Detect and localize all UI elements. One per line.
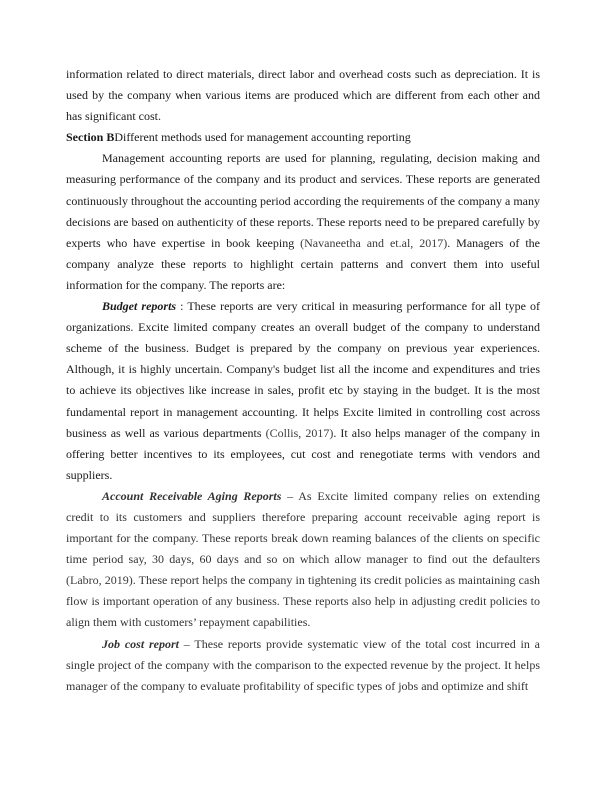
paragraph-receivable-aging-text-b: . These report helps the company in tightening its credit policies as maintaining cash flow is important operation of any business. These reports also help in adjusting credit policies to align them with customers’ repayment capabilities. <box>66 573 540 630</box>
paragraph-receivable-aging <box>66 486 540 634</box>
paragraph-budget-reports-text-b: . It also helps manager of the company in offering better incentives to its employees, cut cost and renegotiate terms with vendors and suppliers. <box>66 425 541 482</box>
receivable-aging-heading: Account Receivable Aging Reports <box>102 488 282 503</box>
section-label: Section B <box>66 130 115 145</box>
paragraph-management-reports <box>66 148 540 296</box>
paragraph-intro-text: information related to direct materials, direct labor and overhead costs such as depreciation. It is used by the company when various items are produced which are different from each other and has significant cost. <box>66 67 540 124</box>
section-title: Different methods used for management accounting reporting <box>114 130 411 145</box>
budget-reports-heading: Budget reports <box>102 299 177 314</box>
citation-navaneetha: (Navaneetha and et.al, 2017) <box>300 235 448 250</box>
paragraph-receivable-aging-text-a: – As Excite limited company relies on extending credit to its customers and suppliers therefore preparing account receivable aging report is important for the company. These reports break down reaming balances of the clients on specific time period say, 30 days, 60 days and so on which allow manager to find out the defaulters <box>66 488 540 567</box>
citation-labro: (Labro, 2019) <box>66 573 133 588</box>
paragraph-intro <box>66 64 540 127</box>
paragraph-budget-reports <box>66 296 540 486</box>
paragraph-budget-reports-text-a: : These reports are very critical in measuring performance for all type of organizations. Excite limited company creates an overall budget of the company to understand scheme of the business. Budget is prepared by the company on previous year experiences. Although, it is highly uncertain. Company's budget list all the income and expenditures and tries to achieve its objectives like increase in sales, profit etc by staying in the budget. It is the most fundamental report in management accounting. It helps Excite limited in controlling cost across business as well as various departments <box>66 299 540 440</box>
job-cost-heading: Job cost report <box>102 636 179 651</box>
paragraph-job-cost-text: – These reports provide systematic view of the total cost incurred in a single project of the company with the comparison to the expected revenue by the project. It helps manager of the company to evaluate profitability of specific types of jobs and optimize and shift <box>66 636 540 693</box>
document-page <box>66 64 540 697</box>
paragraph-job-cost <box>66 634 540 697</box>
citation-collis: (Collis, 2017) <box>265 425 334 440</box>
paragraph-management-reports-text-a: Management accounting reports are used for planning, regulating, decision making and measuring performance of the company and its product and services. These reports are generated continuously throughout the accounting period according the requirements of the company a many decisions are based on authenticity of these reports. These reports need to be prepared carefully by experts who have expertise in book keeping <box>66 151 540 250</box>
section-heading <box>66 127 540 148</box>
paragraph-management-reports-text-b: . Managers of the company analyze these reports to highlight certain patterns and convert them into useful information for the company. The reports are: <box>66 235 540 292</box>
